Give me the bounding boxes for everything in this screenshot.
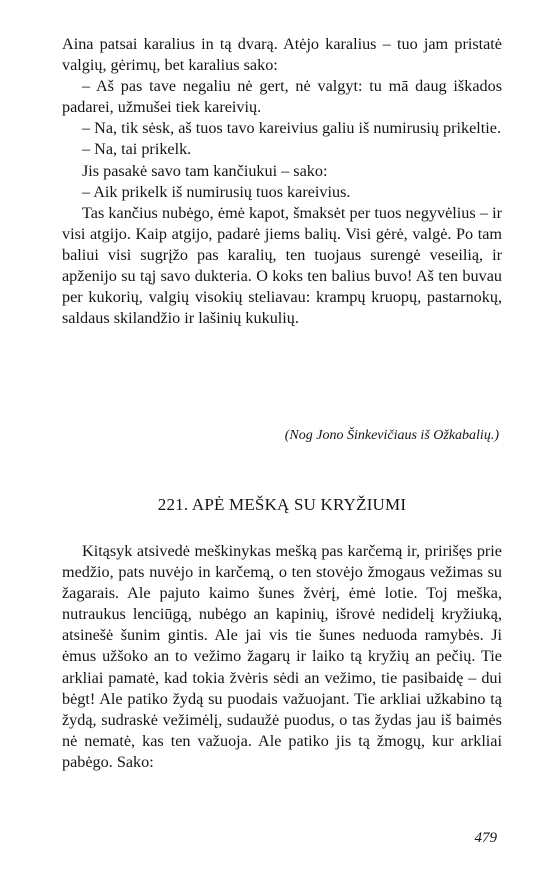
- dialogue-line: – Aš pas tave negaliu nė gert, nė valgyt: tu mā daug iškados padarei, užmušei tiek kareivių.: [62, 77, 502, 117]
- story-text: [62, 541, 502, 773]
- paragraph: Tas kančius nubėgo, ėmė kapot, šmaksėt per tuos negyvėlius – ir visi atgijo. Kaip atgijo, padarė jiems balių. Visi gėrė, valgė. Po tam baliui visi sugrįžo pas karalių, ten tuojaus surengė veseilią, ir apženijo su tąj savo dukteria. O koks ten balius buvo! Aš ten buvau per kukorių, valgių visokių steliavau: krampų kruopų, pastarnokų, saldaus skilandžio ir lašinių kukulių.: [62, 203, 502, 328]
- dialogue-line: – Na, tai prikelk.: [82, 140, 192, 159]
- dialogue-line: – Na, tik sėsk, aš tuos tavo kareivius galiu iš numirusių prikeltie.: [82, 119, 502, 138]
- story-title: 221. APĖ MEŠKĄ SU KRYŽIUMI: [157, 495, 407, 514]
- story-source: (Nog Jono Šinkevičiaus iš Ožkabalių.): [284, 428, 499, 443]
- page-number: 479: [474, 830, 497, 846]
- story-end-text: [62, 34, 502, 329]
- paragraph: Kitąsyk atsivedė meškinykas mešką pas karčemą ir, pririšęs prie medžio, pats nuvėjo in karčemą, o ten stovėjo žmogaus vežimas su žagarais. Ale pajuto kaimo šunes žvėrį, ėmė lotie. Toj meška, nutraukus lenciūgą, nubėgo an kapinių, išrovė nedidelį kryžiuką, atsinešė šunim gintis. Ale jai vis tie šunes neduoda ramybės. Ji ėmus užšoko an to vežimo žagarų ir laiko tą kryžių an pečių. Tie arkliai pamatė, kad tokia žvėris sėdi an vežimo, tie pasibaidę – dui bėgt! Ale patiko žydą su puodais važuojant. Tie arkliai užkabino tą žydą, sudraskė vežimėlį, sudaužė puodus, o tas žydas jau iš baimės nė nematė, kas ten važuoja. Ale patiko jis tą žmogų, kur arkliai pabėgo. Sako:: [62, 542, 502, 771]
- dialogue-line: – Aik prikelk iš numirusių tuos kareivius.: [82, 182, 351, 201]
- paragraph: Aina patsai karalius in tą dvarą. Atėjo karalius – tuo jam pristatė valgių, gėrimų, bet karalius sako:: [62, 35, 502, 75]
- paragraph: Jis pasakė savo tam kančiukui – sako:: [82, 161, 328, 180]
